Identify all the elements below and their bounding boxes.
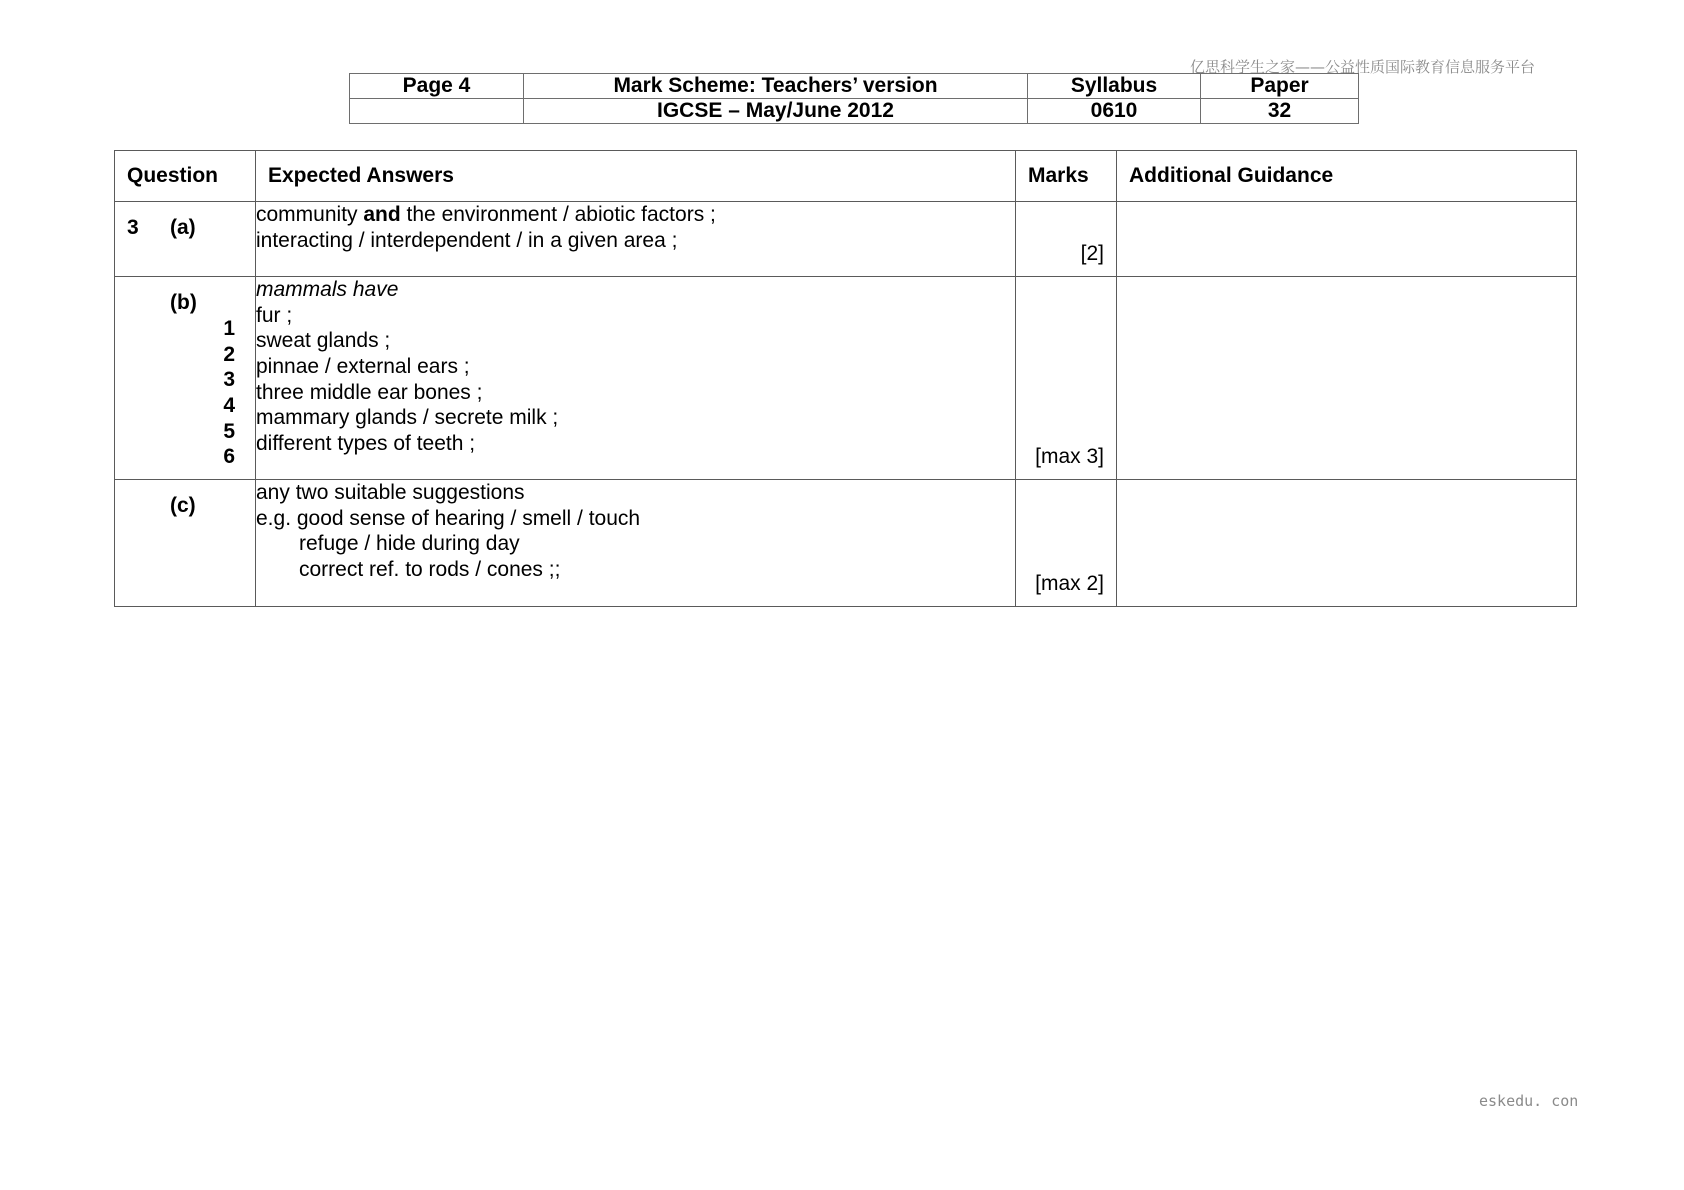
question-number: 3	[127, 216, 139, 239]
watermark-top: 亿思科学生之家——公益性质国际教育信息服务平台	[1190, 58, 1536, 76]
answer-intro: mammals have	[256, 278, 399, 301]
syllabus-label: Syllabus	[1028, 74, 1201, 99]
guidance-cell	[1117, 480, 1577, 607]
answer-line: e.g. good sense of hearing / smell / touch	[256, 506, 641, 530]
table-row	[115, 202, 1577, 277]
answer-line: three middle ear bones ;	[256, 380, 483, 404]
sub-point-number: 4	[223, 394, 235, 418]
answer-line: community and the environment / abiotic factors ;	[256, 203, 716, 226]
answer-line: fur ;	[256, 303, 293, 327]
answer-line: pinnae / external ears ;	[256, 355, 470, 379]
guidance-cell	[1117, 277, 1577, 480]
sub-point-number: 6	[223, 445, 235, 469]
column-header-question: Question	[115, 151, 256, 202]
syllabus-code: 0610	[1028, 99, 1201, 124]
answer-line: sweat glands ;	[256, 329, 391, 353]
column-header-marks: Marks	[1016, 151, 1117, 202]
marks-cell: [max 3]	[1016, 277, 1117, 480]
paper-label: Paper	[1201, 74, 1359, 99]
empty-cell	[350, 99, 524, 124]
answer-line: refuge / hide during day	[299, 532, 520, 556]
answer-cell	[256, 480, 1016, 607]
question-cell	[115, 480, 256, 607]
sub-point-number: 1	[223, 317, 235, 340]
watermark-bottom: eskedu. con	[1479, 1092, 1579, 1110]
mark-scheme-table	[114, 150, 1577, 607]
table-row	[115, 480, 1577, 607]
answer-line: any two suitable suggestions	[256, 481, 525, 504]
sub-point-number: 3	[223, 368, 235, 392]
column-header-additional-guidance: Additional Guidance	[1117, 151, 1577, 202]
document-title: Mark Scheme: Teachers’ version	[524, 74, 1028, 99]
sub-point-number: 5	[223, 419, 235, 443]
marks-cell: [max 2]	[1016, 480, 1117, 607]
answer-cell	[256, 277, 1016, 480]
paper-number: 32	[1201, 99, 1359, 124]
sub-point-numbers	[223, 316, 235, 470]
answer-line: different types of teeth ;	[256, 432, 476, 456]
table-header-row	[115, 151, 1577, 202]
table-row	[115, 277, 1577, 480]
answer-line: interacting / interdependent / in a given area ;	[256, 228, 678, 252]
exam-session: IGCSE – May/June 2012	[524, 99, 1028, 124]
question-part: (b)	[170, 291, 197, 314]
column-header-expected-answers: Expected Answers	[256, 151, 1016, 202]
page-number: Page 4	[350, 74, 524, 99]
question-cell	[115, 277, 256, 480]
question-part: (c)	[170, 494, 196, 517]
guidance-cell	[1117, 202, 1577, 277]
sub-point-number: 2	[223, 342, 235, 366]
question-part: (a)	[170, 216, 196, 239]
answer-line: mammary glands / secrete milk ;	[256, 406, 559, 430]
answer-line: correct ref. to rods / cones ;;	[299, 558, 561, 582]
answer-cell	[256, 202, 1016, 277]
header-table	[349, 73, 1359, 124]
marks-cell: [2]	[1016, 202, 1117, 277]
question-cell	[115, 202, 256, 277]
